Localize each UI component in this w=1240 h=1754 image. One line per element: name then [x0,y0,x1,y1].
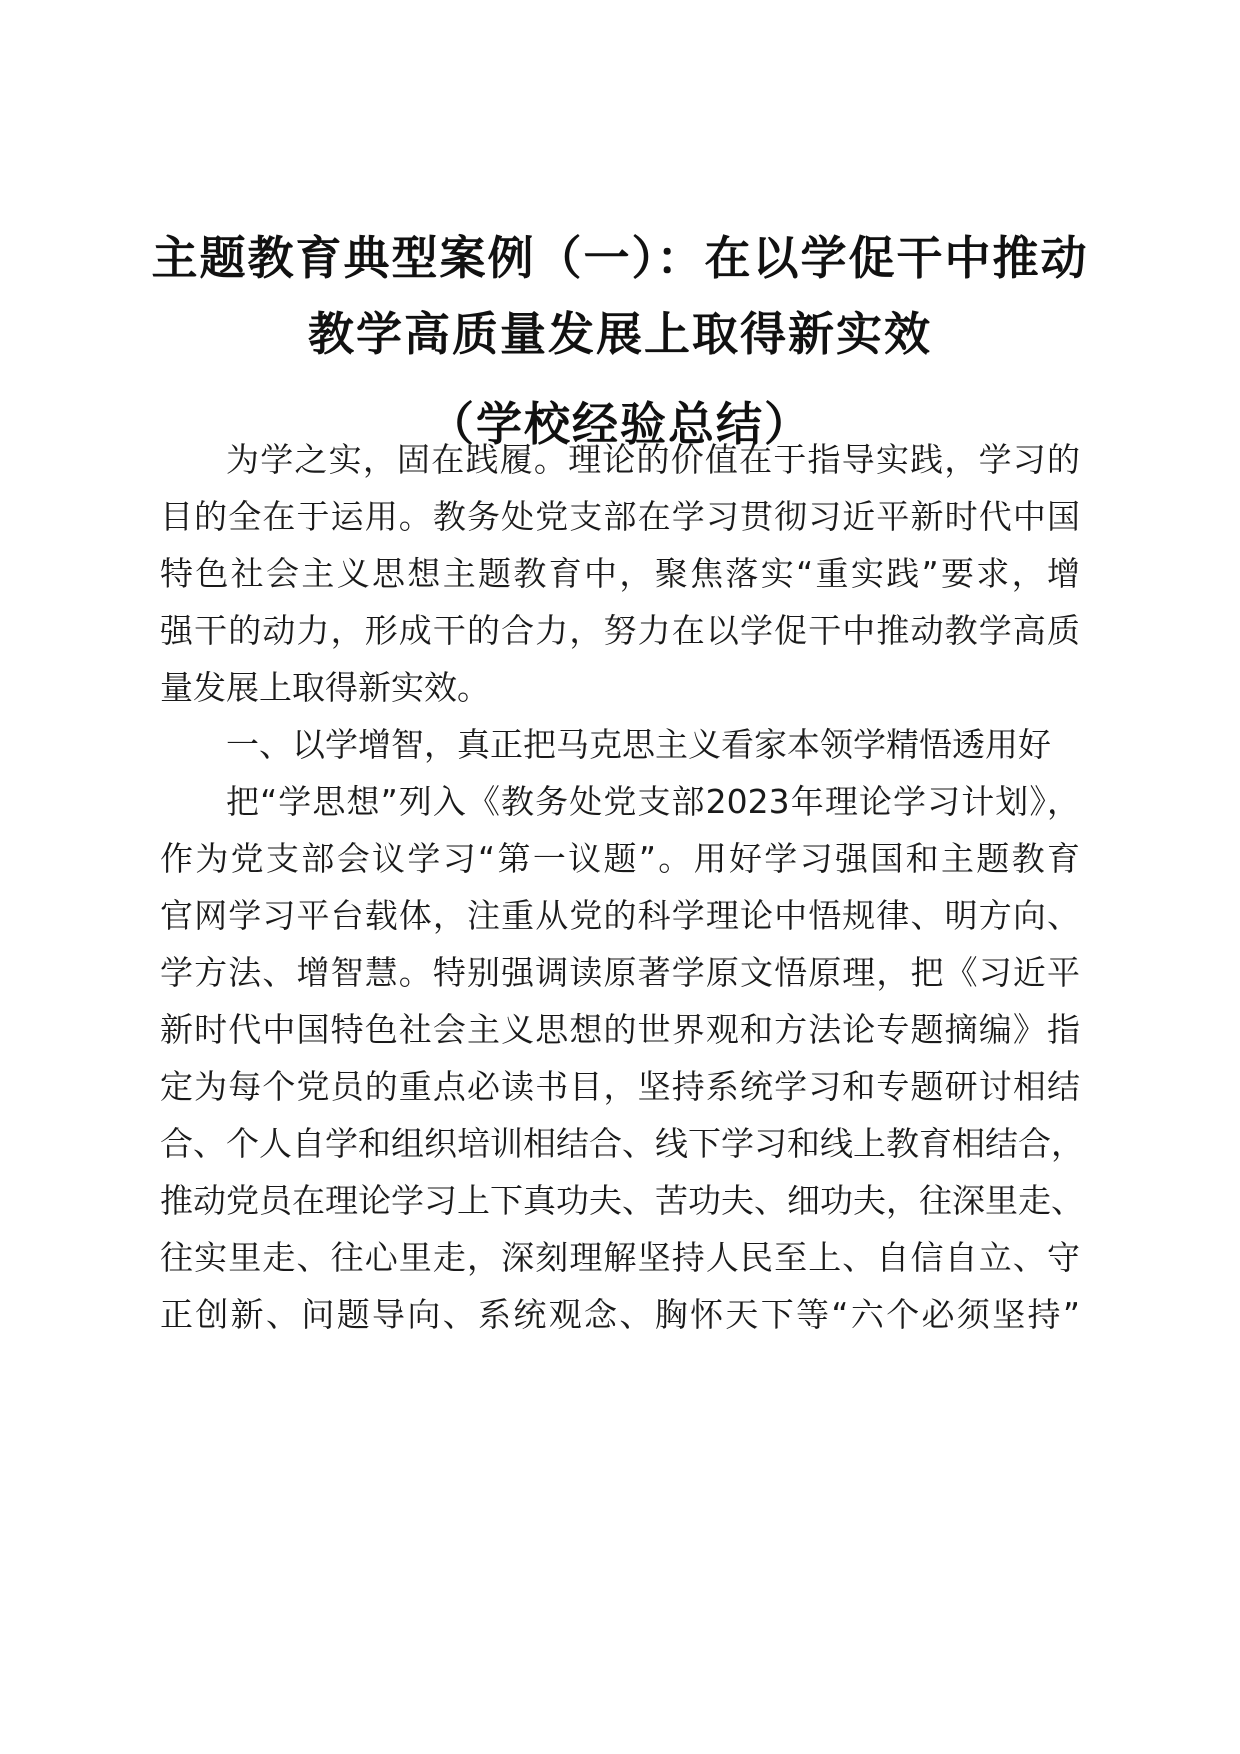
paragraph-2-line: 合、个人自学和组织培训相结合、线下学习和线上教育相结合， [160,1124,1084,1163]
paragraph-2-line: 定为每个党员的重点必读书目，坚持系统学习和专题研讨相结 [160,1067,1080,1106]
paragraph-2-line: 往实里走、往心里走，深刻理解坚持人民至上、自信自立、守 [160,1238,1080,1277]
paragraph-2-line: 新时代中国特色社会主义思想的世界观和方法论专题摘编》指 [160,1010,1080,1049]
paragraph-2-line: 作为党支部会议学习“第一议题”。用好学习强国和主题教育 [160,839,1080,878]
paragraph-1-line: 目的全在于运用。教务处党支部在学习贯彻习近平新时代中国 [160,497,1080,536]
paragraph-1-line: 特色社会主义思想主题教育中，聚焦落实“重实践”要求，增 [160,554,1080,593]
document-subtitle: （学校经验总结） [428,397,812,451]
paragraph-2-line: 学方法、增智慧。特别强调读原著学原文悟原理，把《习近平 [160,953,1080,992]
paragraph-1-line: 强干的动力，形成干的合力，努力在以学促干中推动教学高质 [160,611,1080,650]
document-title-line-2: 教学高质量发展上取得新实效 [308,307,932,361]
paragraph-2-line: 正创新、问题导向、系统观念、胸怀天下等“六个必须坚持” [160,1295,1080,1334]
paragraph-2-line: 把“学思想”列入《教务处党支部2023年理论学习计划》， [226,782,1080,821]
paragraph-2-line: 官网学习平台载体，注重从党的科学理论中悟规律、明方向、 [160,896,1080,935]
document-title-line-1: 主题教育典型案例（一）：在以学促干中推动 [151,231,1089,285]
paragraph-2-line: 推动党员在理论学习上下真功夫、苦功夫、细功夫，往深里走、 [160,1181,1084,1220]
paragraph-1-line: 为学之实，固在践履。理论的价值在于指导实践，学习的 [226,440,1080,479]
paragraph-1-line: 量发展上取得新实效。 [160,668,490,707]
section-heading: 一、以学增智，真正把马克思主义看家本领学精悟透用好 [226,725,1051,764]
